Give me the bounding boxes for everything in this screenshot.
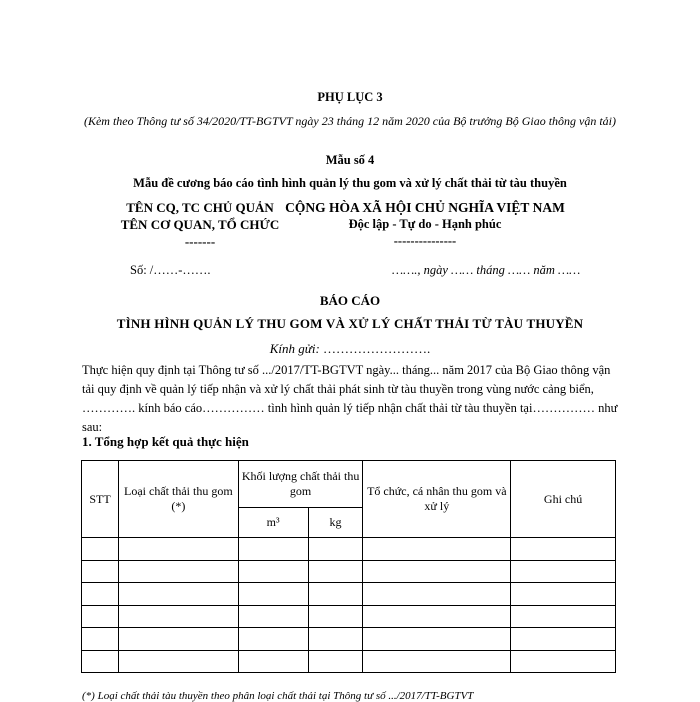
section-title: 1. Tổng hợp kết quả thực hiện <box>82 434 249 449</box>
table-cell <box>363 628 511 651</box>
agency-divider: ------- <box>184 234 216 249</box>
table-cell <box>238 538 308 561</box>
table-cell <box>308 560 363 583</box>
table-cell <box>308 538 363 561</box>
document-number: Số: /……-……. <box>130 263 211 277</box>
table-cell <box>82 628 119 651</box>
table-cell <box>308 628 363 651</box>
table-cell <box>118 628 238 651</box>
national-header <box>280 199 570 250</box>
national-divider: --------------- <box>393 234 457 248</box>
table-cell <box>308 605 363 628</box>
header-notes: Ghi chú <box>511 461 616 538</box>
governing-agency: TÊN CQ, TC CHỦ QUẢN <box>126 200 274 215</box>
table-cell <box>511 583 616 606</box>
table-cell <box>363 583 511 606</box>
table-cell <box>82 583 119 606</box>
table-cell <box>511 605 616 628</box>
recipient-label: Kính gửi: <box>269 341 320 356</box>
header-collector: Tổ chức, cá nhân thu gom và xử lý <box>363 461 511 538</box>
table-cell <box>238 650 308 673</box>
body-paragraph: Thực hiện quy định tại Thông tư số .../2017/TT-BGTVT ngày... tháng... năm 2017 của Bộ Giao thông vận tải quy định về quản lý tiếp nhận và xử lý chất thải phát sinh từ tàu thuyền trong vùng nước cảng biển, …………. kính báo cáo…………… tình hình quản lý tiếp nhận chất thải từ tàu thuyền tại…………… như sau: <box>82 363 618 434</box>
table-cell <box>511 628 616 651</box>
appendix-note: (Kèm theo Thông tư số 34/2020/TT-BGTVT ngày 23 tháng 12 năm 2020 của Bộ trưởng Bộ Giao thông vận tải) <box>83 114 617 128</box>
form-description: Mẫu đề cương báo cáo tình hình quản lý thu gom và xử lý chất thải từ tàu thuyền <box>133 176 567 190</box>
table-cell <box>238 605 308 628</box>
appendix-title: PHỤ LỤC 3 <box>317 90 383 104</box>
table-cell <box>511 560 616 583</box>
table-row <box>82 538 616 561</box>
table-cell <box>118 605 238 628</box>
header-unit-kg: kg <box>308 508 363 538</box>
table-cell <box>82 650 119 673</box>
table-row <box>82 628 616 651</box>
table-cell <box>308 650 363 673</box>
header-waste-type: Loại chất thải thu gom (*) <box>118 461 238 538</box>
national-motto: Độc lập - Tự do - Hạnh phúc <box>348 217 502 231</box>
table-row <box>82 605 616 628</box>
table-cell <box>238 583 308 606</box>
table-cell <box>363 560 511 583</box>
table-cell <box>511 650 616 673</box>
table-cell <box>238 560 308 583</box>
form-number: Mẫu số 4 <box>325 153 375 167</box>
table-cell <box>363 650 511 673</box>
footnote: (*) Loại chất thải tàu thuyền theo phân loại chất thải tại Thông tư số .../2017/TT-BGTVT <box>82 690 474 702</box>
organization-name: TÊN CƠ QUAN, TỔ CHỨC <box>120 217 280 232</box>
table-cell <box>82 560 119 583</box>
document-date: ……., ngày …… tháng …… năm …… <box>392 263 581 277</box>
report-title: BÁO CÁO <box>319 293 381 308</box>
table-cell <box>118 560 238 583</box>
national-title: CỘNG HÒA XÃ HỘI CHỦ NGHĨA VIỆT NAM <box>285 200 565 215</box>
table-cell <box>118 583 238 606</box>
table-row <box>82 650 616 673</box>
table-cell <box>238 628 308 651</box>
recipient-line <box>0 341 700 357</box>
agency-header <box>105 199 295 250</box>
results-table <box>81 460 616 673</box>
table-cell <box>363 605 511 628</box>
table-row <box>82 560 616 583</box>
table-cell <box>82 538 119 561</box>
header-unit-m3: m³ <box>238 508 308 538</box>
table-cell <box>118 650 238 673</box>
table-cell <box>308 583 363 606</box>
header-stt: STT <box>82 461 119 538</box>
table-cell <box>82 605 119 628</box>
recipient-value: ……………………. <box>319 341 431 356</box>
table-cell <box>363 538 511 561</box>
header-volume: Khối lượng chất thải thu gom <box>238 461 363 508</box>
report-subtitle: TÌNH HÌNH QUẢN LÝ THU GOM VÀ XỬ LÝ CHẤT THẢI TỪ TÀU THUYỀN <box>116 316 584 331</box>
table-cell <box>118 538 238 561</box>
table-row <box>82 583 616 606</box>
table-cell <box>511 538 616 561</box>
